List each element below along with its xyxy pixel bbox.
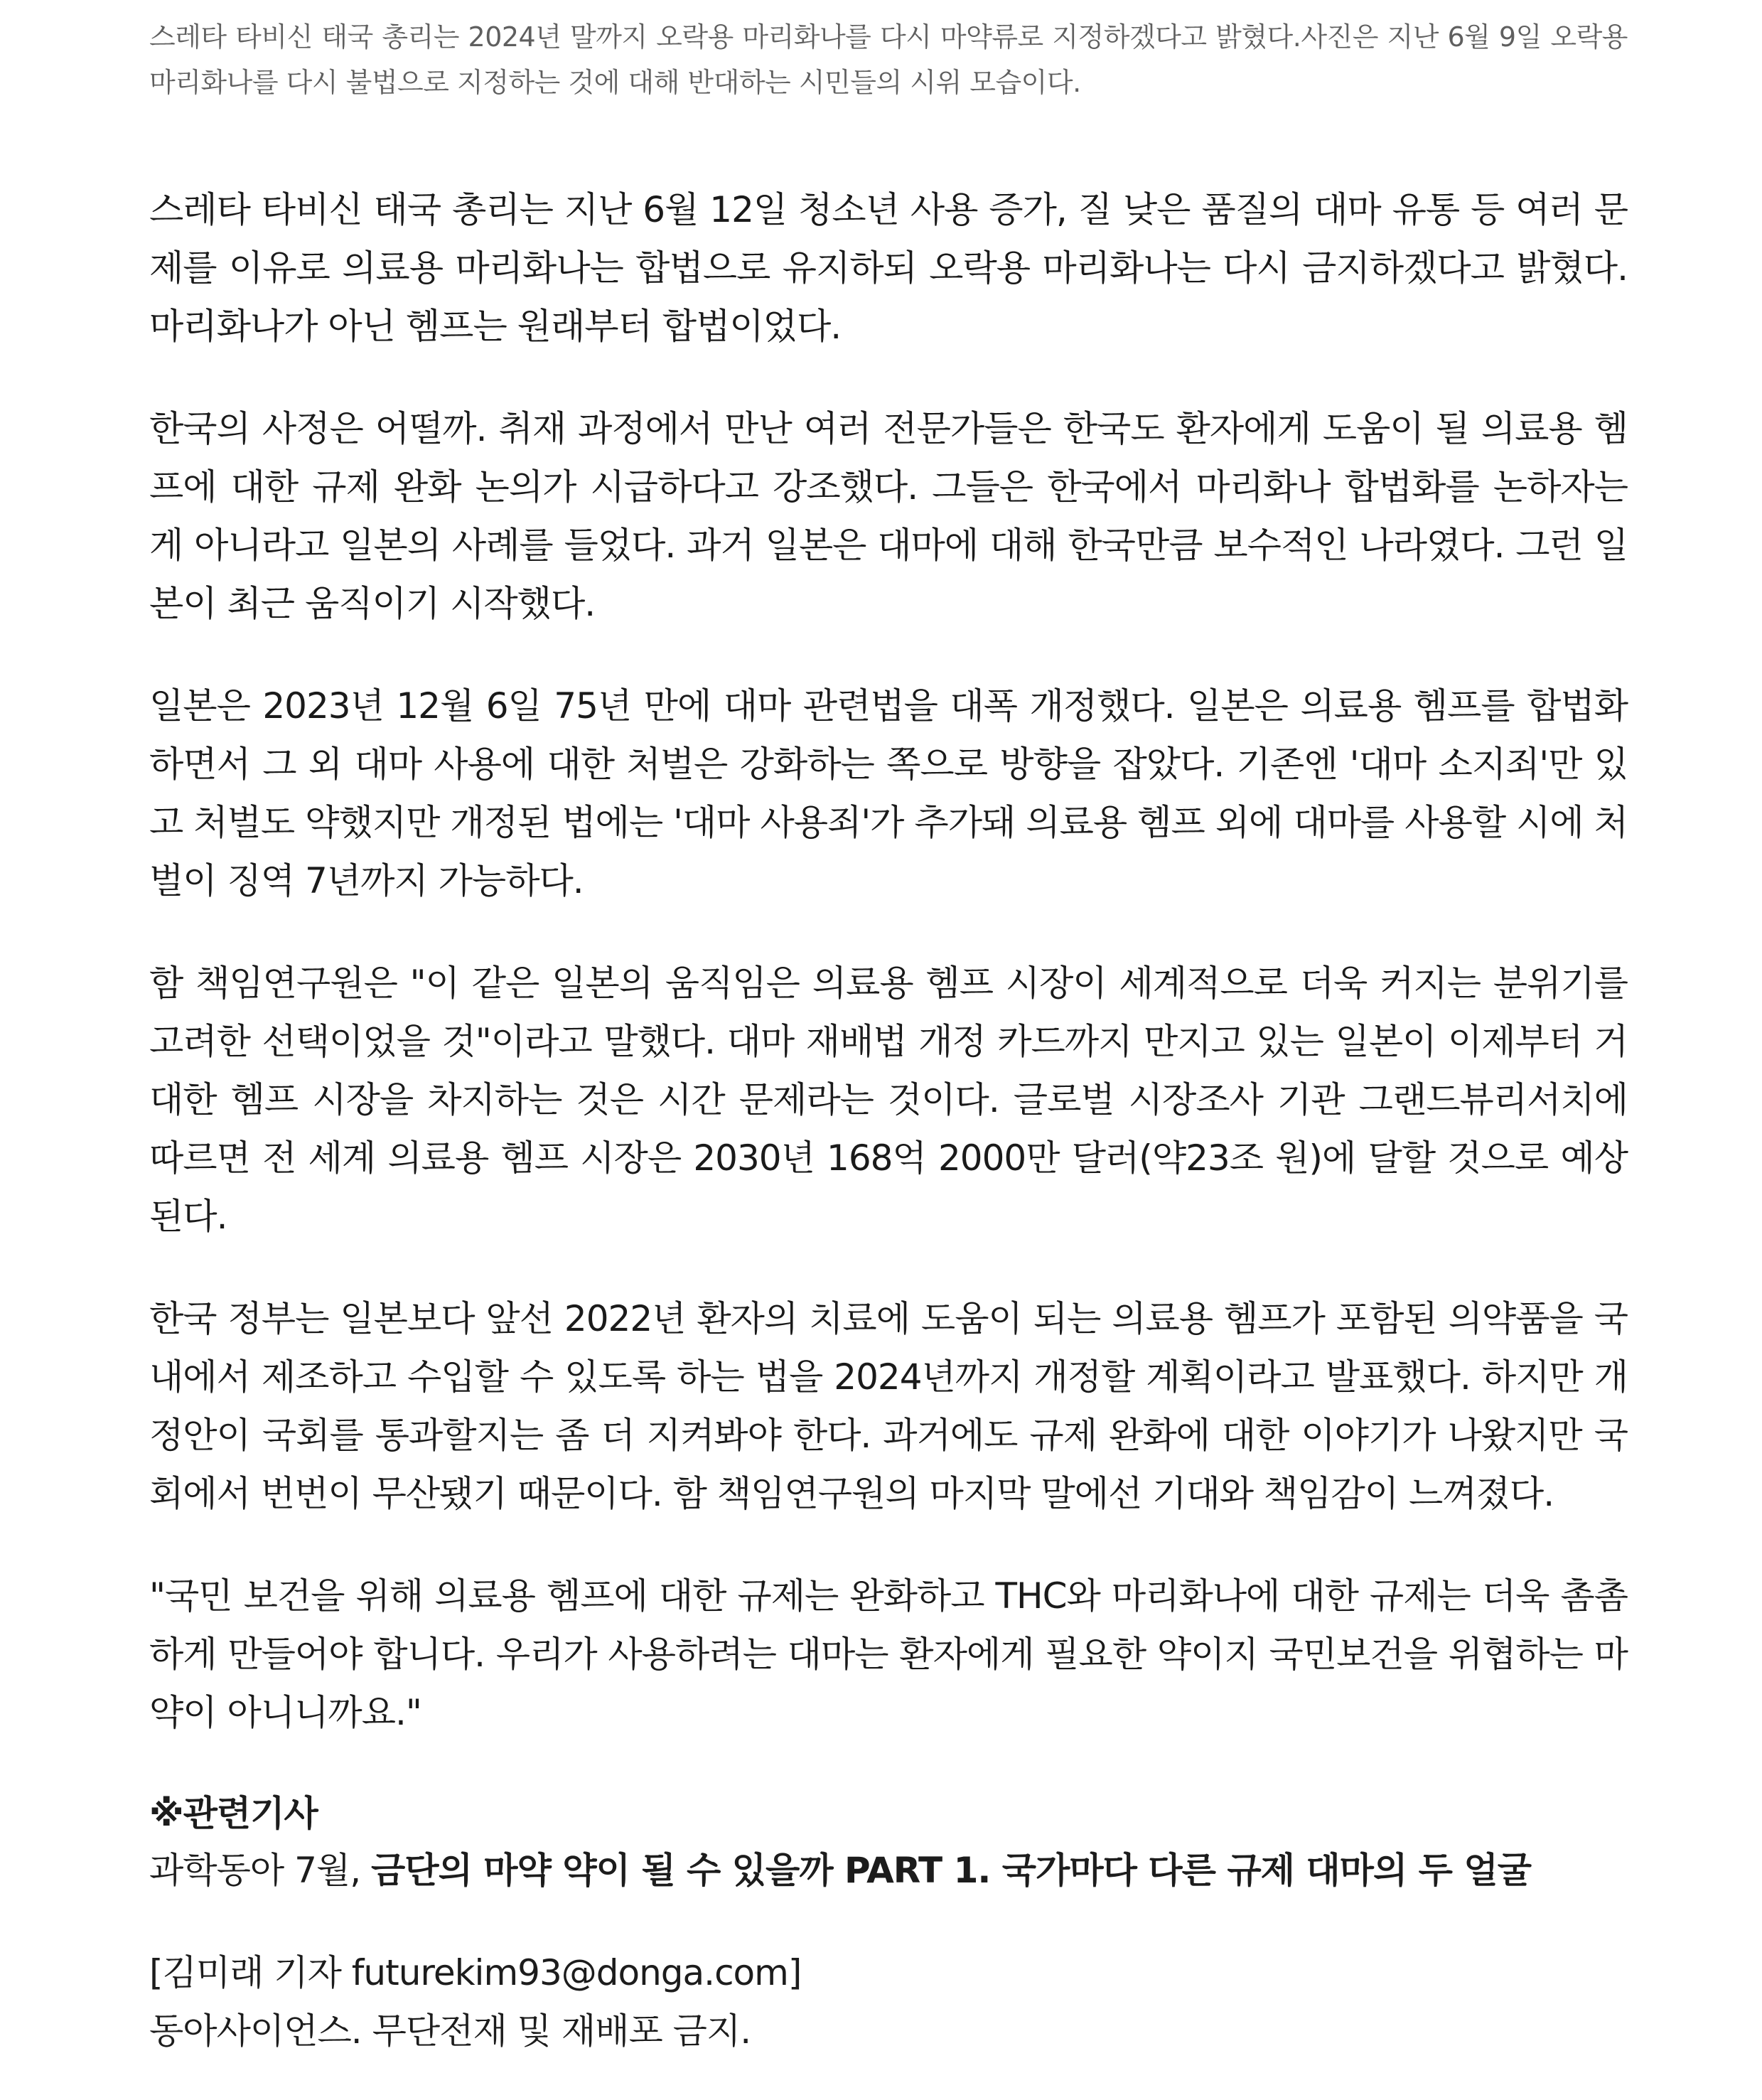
related-articles-heading: ※관련기사 xyxy=(149,1793,318,1834)
related-article-link[interactable]: 금단의 마약 약이 될 수 있을까 PART 1. 국가마다 다른 규제 대마의 두 얼굴 xyxy=(371,1850,1531,1891)
copyright-notice: 동아사이언스. 무단전재 및 재배포 금지. xyxy=(149,2010,751,2052)
article-body xyxy=(149,0,1628,2060)
quote-paragraph: "국민 보건을 위해 의료용 헴프에 대한 규제는 완화하고 THC와 마리화나에 대한 규제는 더욱 촘촘하게 만들어야 합니다. 우리가 사용하려는 대마는 환자에게 필요한 약이지 국민보건을 위협하는 마약이 아니니까요." xyxy=(149,1575,1628,1733)
related-article-source: 과학동아 7월, xyxy=(149,1850,371,1891)
article-paragraph: 일본은 2023년 12월 6일 75년 만에 대마 관련법을 대폭 개정했다. 일본은 의료용 헴프를 합법화하면서 그 외 대마 사용에 대한 처벌은 강화하는 쪽으로 방향을 잡았다. 기존엔 '대마 소지죄'만 있고 처벌도 약했지만 개정된 법에는 '대마 사용죄'가 추가돼 의료용 헴프 외에 대마를 사용할 시에 처벌이 징역 7년까지 가능하다. xyxy=(149,685,1628,901)
related-articles xyxy=(149,1786,1628,1900)
related-article-item xyxy=(149,1841,1628,1900)
photo-caption: 스레타 타비신 태국 총리는 2024년 말까지 오락용 마리화나를 다시 마약류로 지정하겠다고 밝혔다.사진은 지난 6월 9일 오락용 마리화나를 다시 불법으로 지정하는 것에 대해 반대하는 시민들의 시위 모습이다. xyxy=(149,21,1628,98)
reporter-byline: [김미래 기자 futurekim93@donga.com] xyxy=(149,1952,802,1993)
article-paragraph: 한국의 사정은 어떨까. 취재 과정에서 만난 여러 전문가들은 한국도 환자에게 도움이 될 의료용 헴프에 대한 규제 완화 논의가 시급하다고 강조했다. 그들은 한국에서 마리화나 합법화를 논하자는 게 아니라고 일본의 사례를 들었다. 과거 일본은 대마에 대해 한국만큼 보수적인 나라였다. 그런 일본이 최근 움직이기 시작했다. xyxy=(149,408,1628,624)
article-paragraph: 스레타 타비신 태국 총리는 지난 6월 12일 청소년 사용 증가, 질 낮은 품질의 대마 유통 등 여러 문제를 이유로 의료용 마리화나는 합법으로 유지하되 오락용 마리화나는 다시 금지하겠다고 밝혔다. 마리화나가 아닌 헴프는 원래부터 합법이었다. xyxy=(149,189,1628,347)
article-paragraph: 함 책임연구원은 "이 같은 일본의 움직임은 의료용 헴프 시장이 세계적으로 더욱 커지는 분위기를 고려한 선택이었을 것"이라고 말했다. 대마 재배법 개정 카드까지 만지고 있는 일본이 이제부터 거대한 헴프 시장을 차지하는 것은 시간 문제라는 것이다. 글로벌 시장조사 기관 그랜드뷰리서치에 따르면 전 세계 의료용 헴프 시장은 2030년 168억 2000만 달러(약23조 원)에 달할 것으로 예상된다. xyxy=(149,963,1628,1237)
article-paragraph: 한국 정부는 일본보다 앞선 2022년 환자의 치료에 도움이 되는 의료용 헴프가 포함된 의약품을 국내에서 제조하고 수입할 수 있도록 하는 법을 2024년까지 개정할 계획이라고 발표했다. 하지만 개정안이 국회를 통과할지는 좀 더 지켜봐야 한다. 과거에도 규제 완화에 대한 이야기가 나왔지만 국회에서 번번이 무산됐기 때문이다. 함 책임연구원의 마지막 말에선 기대와 책임감이 느껴졌다. xyxy=(149,1298,1628,1514)
